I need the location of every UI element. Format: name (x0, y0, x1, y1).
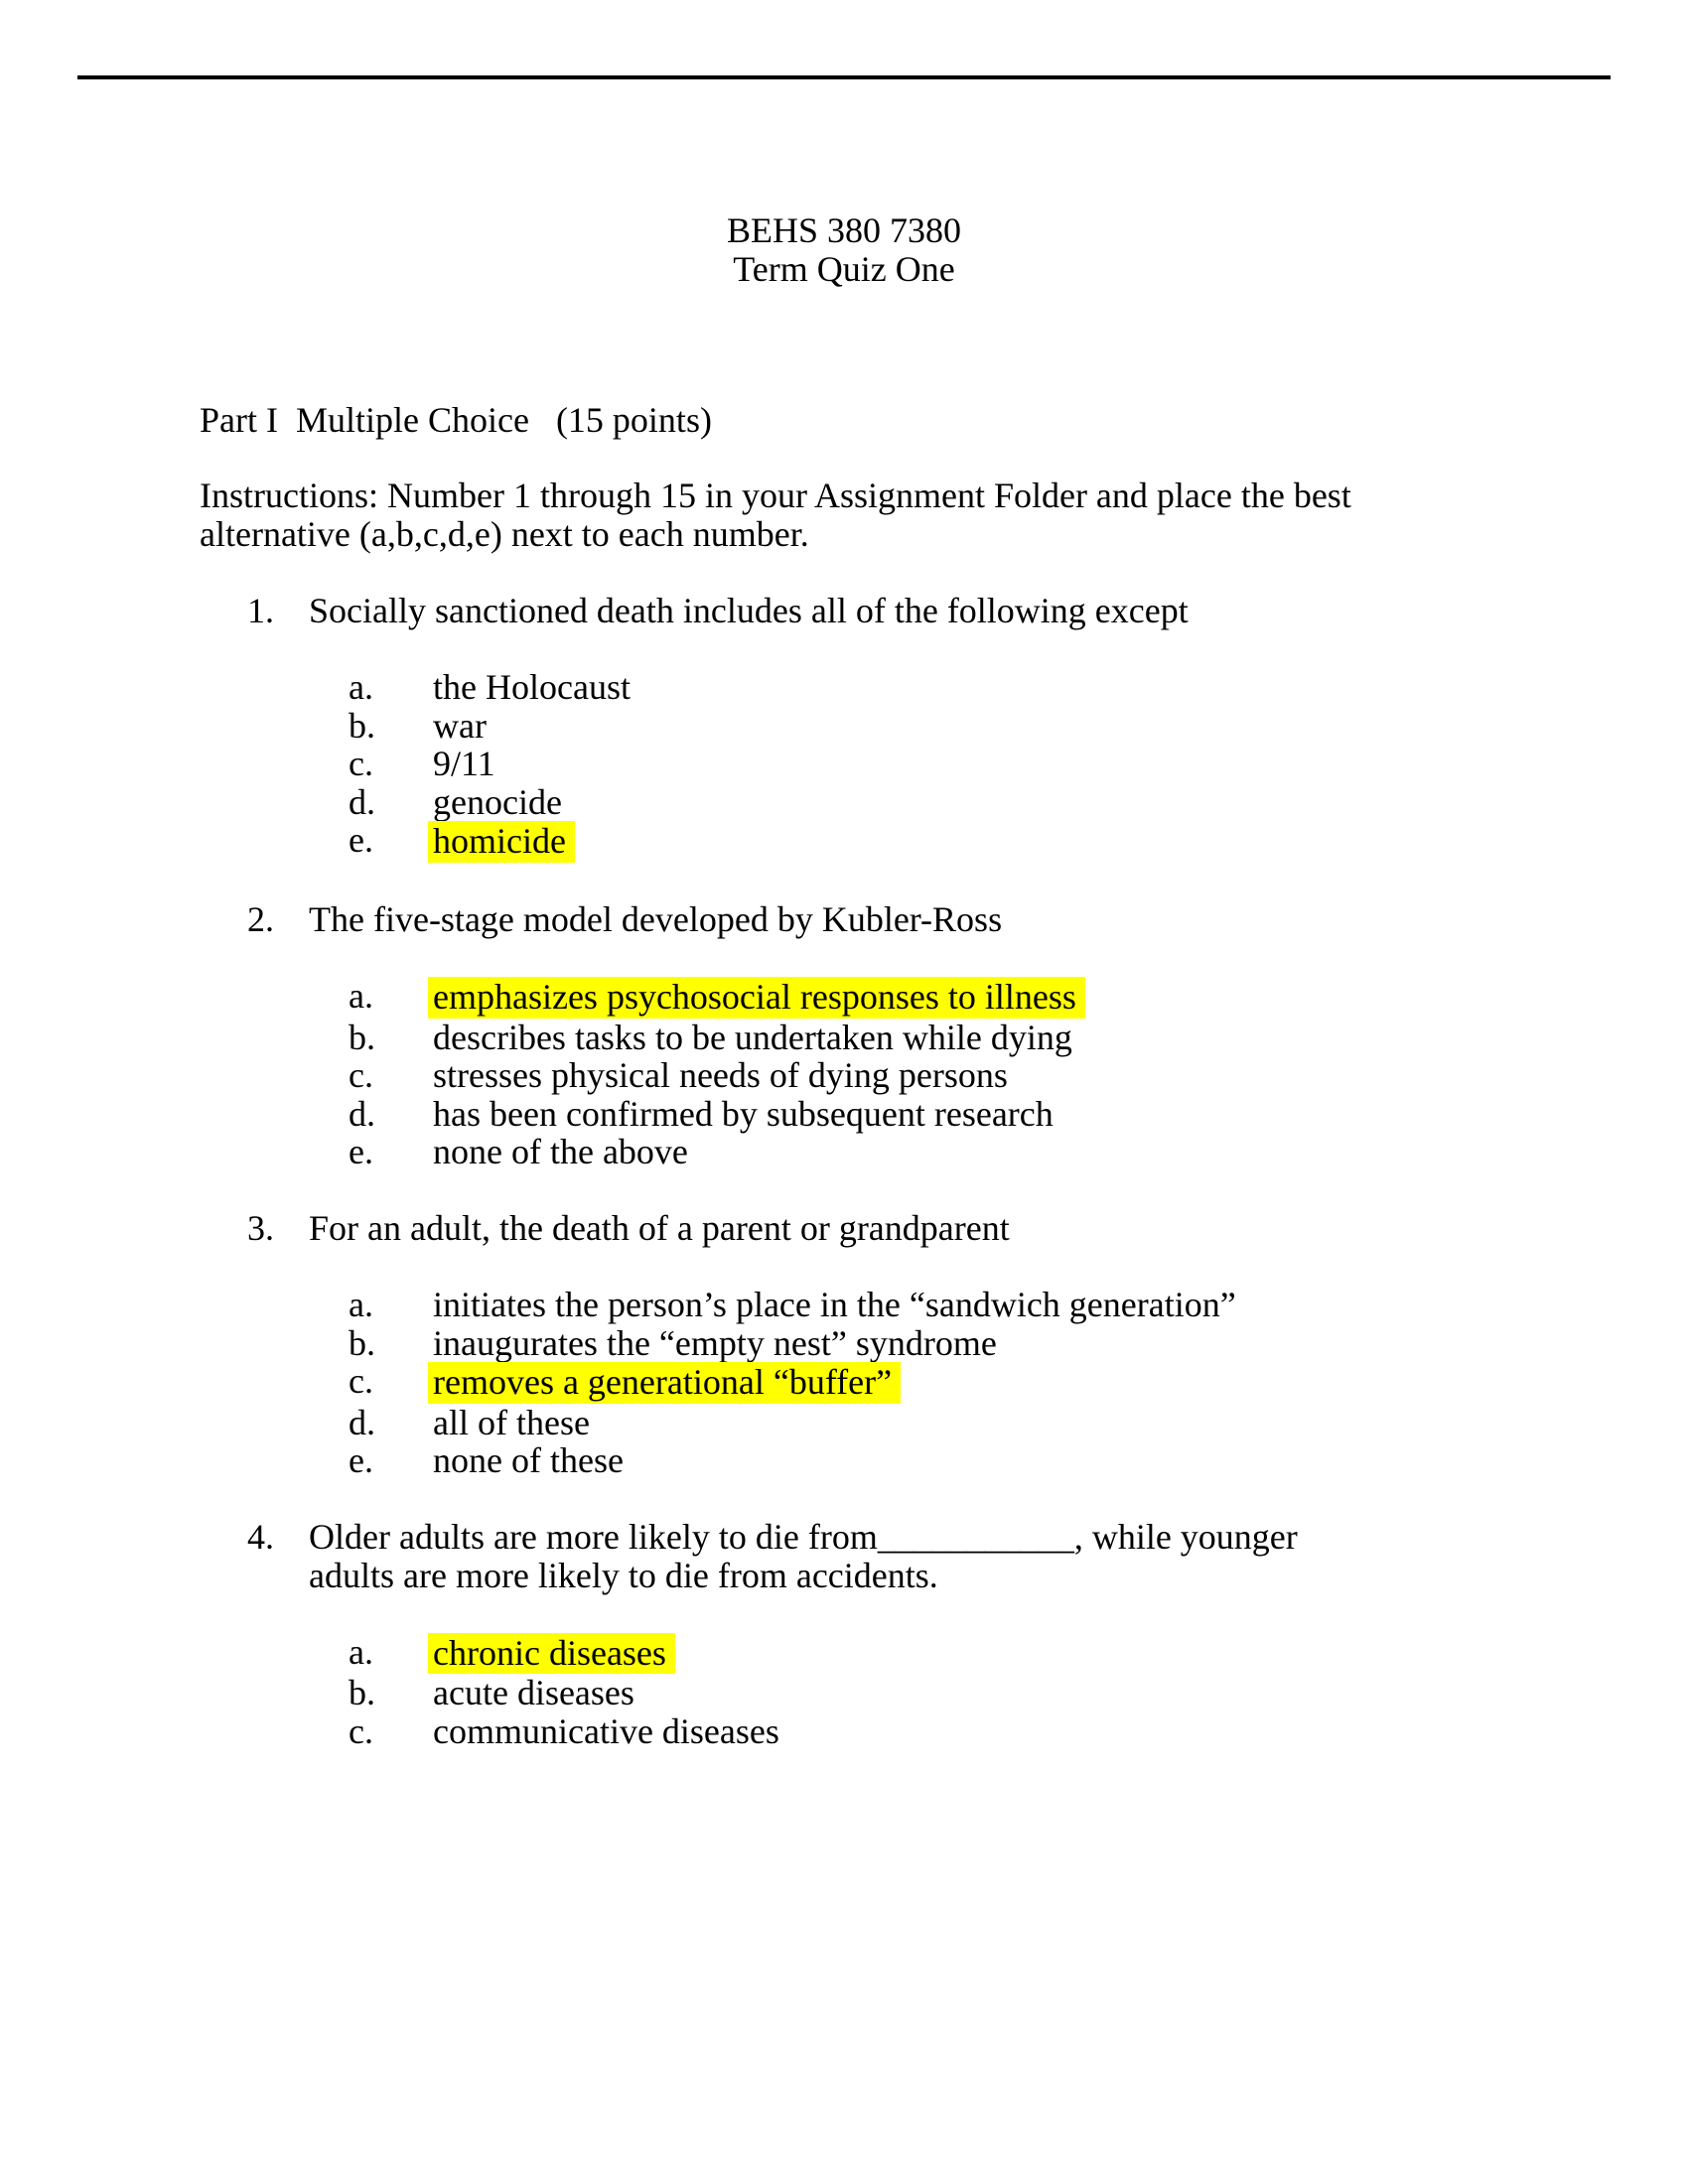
option-row (349, 977, 1688, 1019)
question-row (247, 900, 1688, 939)
option-text: all of these (433, 1402, 590, 1442)
option-row (349, 1133, 1688, 1171)
option-list (349, 1633, 1688, 1751)
option-row (349, 1633, 1688, 1675)
document-header (0, 211, 1688, 288)
course-code: BEHS 380 7380 (726, 210, 962, 250)
option-row (349, 668, 1688, 707)
question-row (247, 1518, 1688, 1594)
top-horizontal-rule (77, 75, 1611, 79)
option-letter: d. (349, 1402, 375, 1442)
option-row (349, 1404, 1688, 1442)
instructions-text: Instructions: Number 1 through 15 in your Assignment Folder and place the best alternative (a,b,c,d,e) next to each number. (200, 476, 1351, 554)
option-letter: e. (349, 1132, 373, 1171)
question-text: Socially sanctioned death includes all of the following except (309, 591, 1189, 630)
option-row (349, 1441, 1688, 1480)
questions (0, 592, 1688, 1750)
question-block (0, 1518, 1688, 1750)
option-letter: d. (349, 1093, 375, 1134)
option-row (349, 1019, 1688, 1057)
option-letter: b. (349, 705, 375, 746)
question-text: Older adults are more likely to die from___________, while younger adults are more likely to die from accidents. (309, 1517, 1298, 1595)
option-row (349, 1286, 1688, 1324)
option-text-highlighted-answer: removes a generational “buffer” (428, 1362, 901, 1404)
option-text: stresses physical needs of dying persons (433, 1055, 1008, 1095)
option-letter: c. (349, 1361, 373, 1401)
option-text: war (433, 705, 487, 746)
option-row (349, 1324, 1688, 1363)
option-text-highlighted-answer: homicide (428, 821, 575, 863)
option-letter: b. (349, 1322, 375, 1363)
option-row (349, 821, 1688, 863)
option-letter: b. (349, 1673, 375, 1712)
option-text-highlighted-answer: emphasizes psychosocial responses to illness (428, 977, 1085, 1019)
option-list (349, 1286, 1688, 1480)
question-block (0, 592, 1688, 863)
option-row (349, 783, 1688, 822)
question-row (247, 1209, 1688, 1248)
option-letter: c. (349, 1710, 373, 1751)
question-text: The five-stage model developed by Kubler-Ross (309, 899, 1003, 939)
option-text-highlighted-answer: chronic diseases (428, 1633, 675, 1675)
option-text: communicative diseases (433, 1710, 779, 1751)
question-row (247, 592, 1688, 630)
option-text: genocide (433, 781, 562, 822)
option-row (349, 1362, 1688, 1404)
option-letter: a. (349, 667, 373, 707)
option-letter: a. (349, 1631, 373, 1672)
question-block (0, 900, 1688, 1171)
option-text: the Holocaust (433, 667, 631, 707)
option-letter: a. (349, 1285, 373, 1324)
option-list (349, 977, 1688, 1171)
option-row (349, 1056, 1688, 1095)
option-text: inaugurates the “empty nest” syndrome (433, 1322, 997, 1363)
option-text: none of these (433, 1440, 624, 1480)
option-row (349, 707, 1688, 746)
quiz-title: Term Quiz One (733, 248, 955, 289)
option-text: has been confirmed by subsequent research (433, 1093, 1054, 1134)
option-letter: c. (349, 1055, 373, 1095)
option-text: 9/11 (433, 744, 495, 783)
question-number: 1. (247, 591, 274, 630)
question-number: 2. (247, 899, 274, 939)
question-number: 3. (247, 1208, 274, 1248)
option-text: describes tasks to be undertaken while dying (433, 1017, 1072, 1057)
option-letter: b. (349, 1017, 375, 1057)
option-letter: d. (349, 781, 375, 822)
option-text: initiates the person’s place in the “sandwich generation” (433, 1285, 1236, 1324)
option-letter: e. (349, 820, 373, 860)
option-letter: a. (349, 976, 373, 1016)
section-heading: Part I Multiple Choice (15 points) (200, 400, 712, 440)
question-block (0, 1209, 1688, 1480)
question-number: 4. (247, 1517, 274, 1557)
option-text: none of the above (433, 1132, 688, 1171)
option-text: acute diseases (433, 1673, 634, 1712)
option-list (349, 668, 1688, 863)
option-letter: e. (349, 1440, 373, 1480)
question-text: For an adult, the death of a parent or grandparent (309, 1208, 1010, 1248)
option-row (349, 1095, 1688, 1134)
option-letter: c. (349, 744, 373, 783)
option-row (349, 1712, 1688, 1751)
option-row (349, 1674, 1688, 1712)
option-row (349, 745, 1688, 783)
